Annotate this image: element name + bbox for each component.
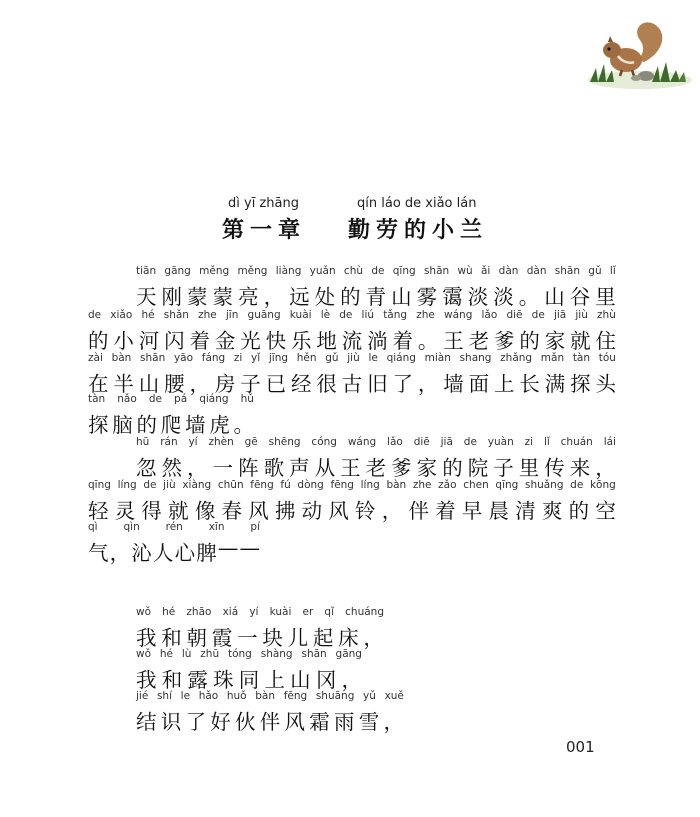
poem-line (136, 690, 404, 732)
text-line (88, 352, 616, 394)
chapter-title (200, 213, 500, 243)
hanzi-line: 天 刚 蒙 蒙 亮 ， 远 处 的 青 山 雾 霭 淡 淡 。 山 谷 里 (136, 285, 616, 309)
poem-line (136, 606, 384, 648)
hanzi-line: 我 和 露 珠 同 上 山 冈 ， (136, 668, 362, 692)
poem-line (136, 648, 362, 690)
text-line (136, 436, 616, 478)
chapter-name: 勤劳的小兰 (348, 217, 489, 243)
pinyin-line: tiān gāng měng měng liàng yuǎn chù de qīng shān wù ǎi dàn dàn shān gǔ lǐ (136, 265, 616, 277)
hanzi-line: 轻 灵 得 就 像 春 风 拂 动 风 铃 ， 伴 着 早 晨 清 爽 的 空 (88, 499, 616, 523)
text-line (136, 265, 616, 307)
chapter-pinyin (200, 196, 500, 212)
text-line (88, 309, 616, 351)
squirrel-illustration (582, 18, 694, 92)
text-line (88, 393, 254, 435)
hanzi-line: 的 小 河 闪 着 金 光 快 乐 地 流 淌 着 。 王 老 爹 的 家 就 住 (88, 329, 616, 353)
chapter-number-pinyin: dì yī zhāng (228, 196, 299, 211)
hanzi-line: 结 识 了 好 伙 伴 风 霜 雨 雪 ， (136, 710, 404, 734)
pinyin-line: wǒ hé zhāo xiá yí kuài er qǐ chuáng (136, 606, 384, 618)
hanzi-line: 我 和 朝 霞 一 块 儿 起 床 ， (136, 626, 384, 650)
text-line (88, 521, 260, 563)
pinyin-line: wǒ hé lù zhū tóng shàng shān gāng (136, 648, 362, 660)
pinyin-line: hū rán yí zhèn gē shēng cóng wáng lǎo diē jiā de yuàn zi lǐ chuán lái (136, 436, 616, 448)
pinyin-line: de xiǎo hé shǎn zhe jīn guāng kuài lè de liú tǎng zhe wáng lǎo diē de jiā jiù zhù (88, 309, 616, 321)
pinyin-line: qīng líng de jiù xiàng chūn fēng fú dòng fēng líng bàn zhe zǎo chen qīng shuǎng de kōng (88, 479, 616, 491)
chapter-name-pinyin: qín láo de xiǎo lán (357, 196, 477, 211)
text-line (88, 479, 616, 521)
pinyin-line: qì qìn rén xīn pí (88, 521, 260, 533)
pinyin-line: tàn nǎo de pá qiáng hǔ (88, 393, 254, 405)
hanzi-line: 忽 然 ， 一 阵 歌 声 从 王 老 爹 家 的 院 子 里 传 来 ， (136, 456, 616, 480)
pinyin-line: zài bàn shān yāo fáng zi yǐ jīng hěn gǔ jiù le qiáng miàn shang zhǎng mǎn tàn tóu (88, 352, 616, 364)
hanzi-line: 在 半 山 腰 ， 房 子 已 经 很 古 旧 了 ， 墙 面 上 长 满 探 头 (88, 372, 616, 396)
chapter-number: 第一章 (222, 217, 307, 243)
hanzi-line: 气 ， 沁 人 心 脾 — — (88, 536, 260, 565)
pinyin-line: jié shí le hǎo huǒ bàn fēng shuāng yǔ xuě (136, 690, 404, 702)
page-number: 001 (566, 738, 595, 756)
hanzi-line: 探 脑 的 爬 墙 虎 。 (88, 413, 254, 437)
